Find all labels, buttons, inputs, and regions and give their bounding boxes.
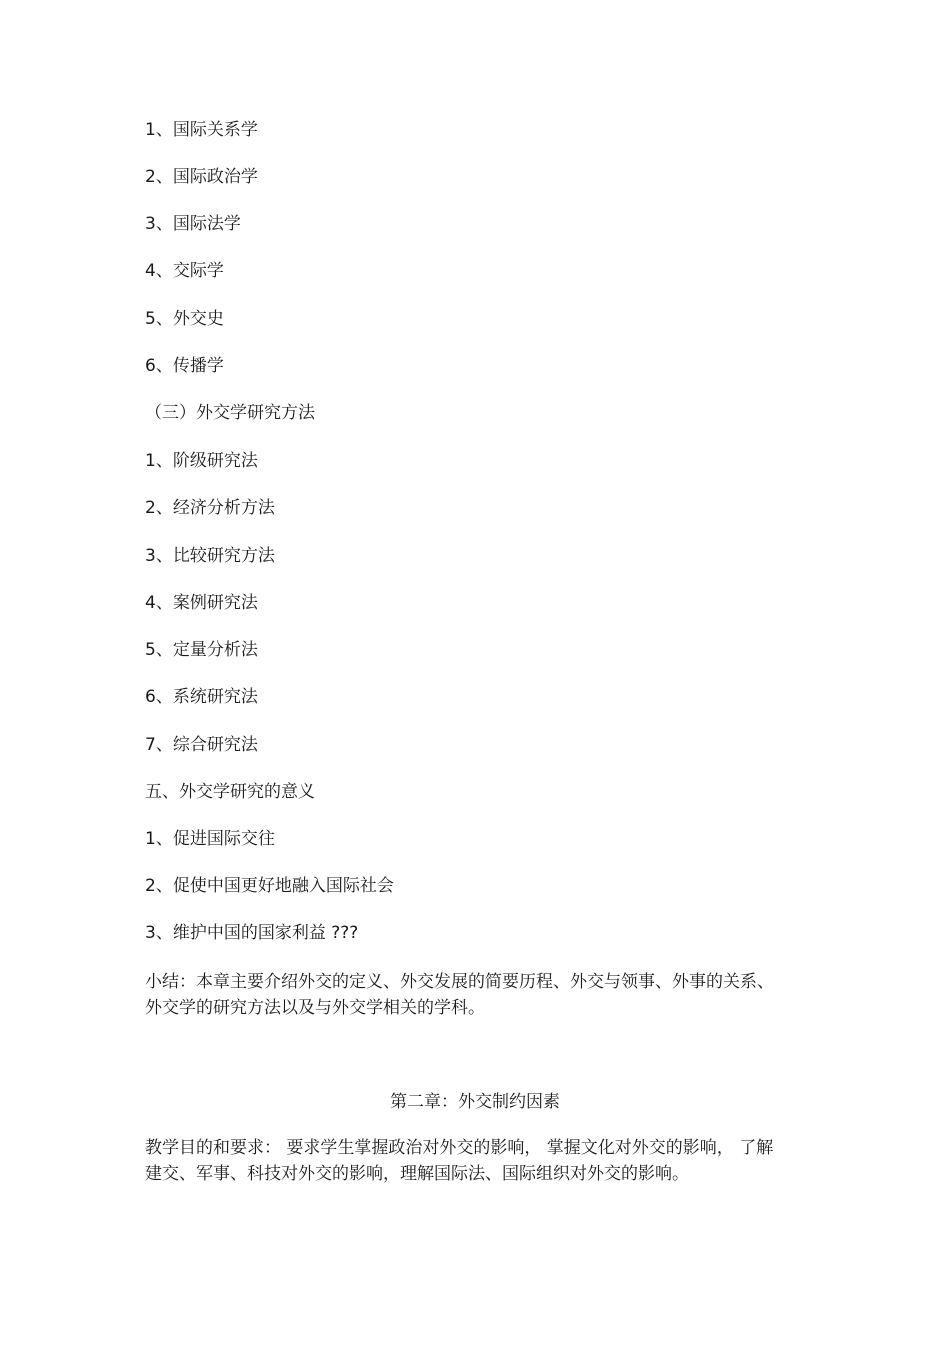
list-item: 2、经济分析方法 (145, 498, 275, 518)
list-item: 5、定量分析法 (145, 640, 258, 660)
list-item: 3、比较研究方法 (145, 546, 275, 566)
list-item: 2、促使中国更好地融入国际社会 (145, 876, 394, 896)
list-item: 6、传播学 (145, 356, 224, 376)
list-item: 4、案例研究法 (145, 593, 258, 613)
list-item: 1、国际关系学 (145, 120, 258, 140)
list-item: 7、综合研究法 (145, 735, 258, 755)
list-item: 6、系统研究法 (145, 687, 258, 707)
list-item: 3、国际法学 (145, 214, 241, 234)
teaching-objectives: 教学目的和要求： 要求学生掌握政治对外交的影响， 掌握文化对外交的影响， 了解建交、军事、科技对外交的影响，理解国际法、国际组织对外交的影响。 (145, 1138, 774, 1184)
list-item: 1、促进国际交往 (145, 829, 275, 849)
section-heading-significance: 五、外交学研究的意义 (145, 782, 315, 802)
list-item: 2、国际政治学 (145, 167, 258, 187)
list-item: 5、外交史 (145, 309, 224, 329)
section-heading-methods: （三）外交学研究方法 (145, 403, 315, 423)
list-item: 4、交际学 (145, 261, 224, 281)
list-item: 1、阶级研究法 (145, 451, 258, 471)
chapter-summary: 小结：本章主要介绍外交的定义、外交发展的简要历程、外交与领事、外事的关系、外交学的研究方法以及与外交学相关的学科。 (145, 972, 774, 1018)
list-item: 3、维护中国的国家利益 ??? (145, 923, 359, 943)
chapter-title: 第二章：外交制约因素 (390, 1092, 560, 1112)
